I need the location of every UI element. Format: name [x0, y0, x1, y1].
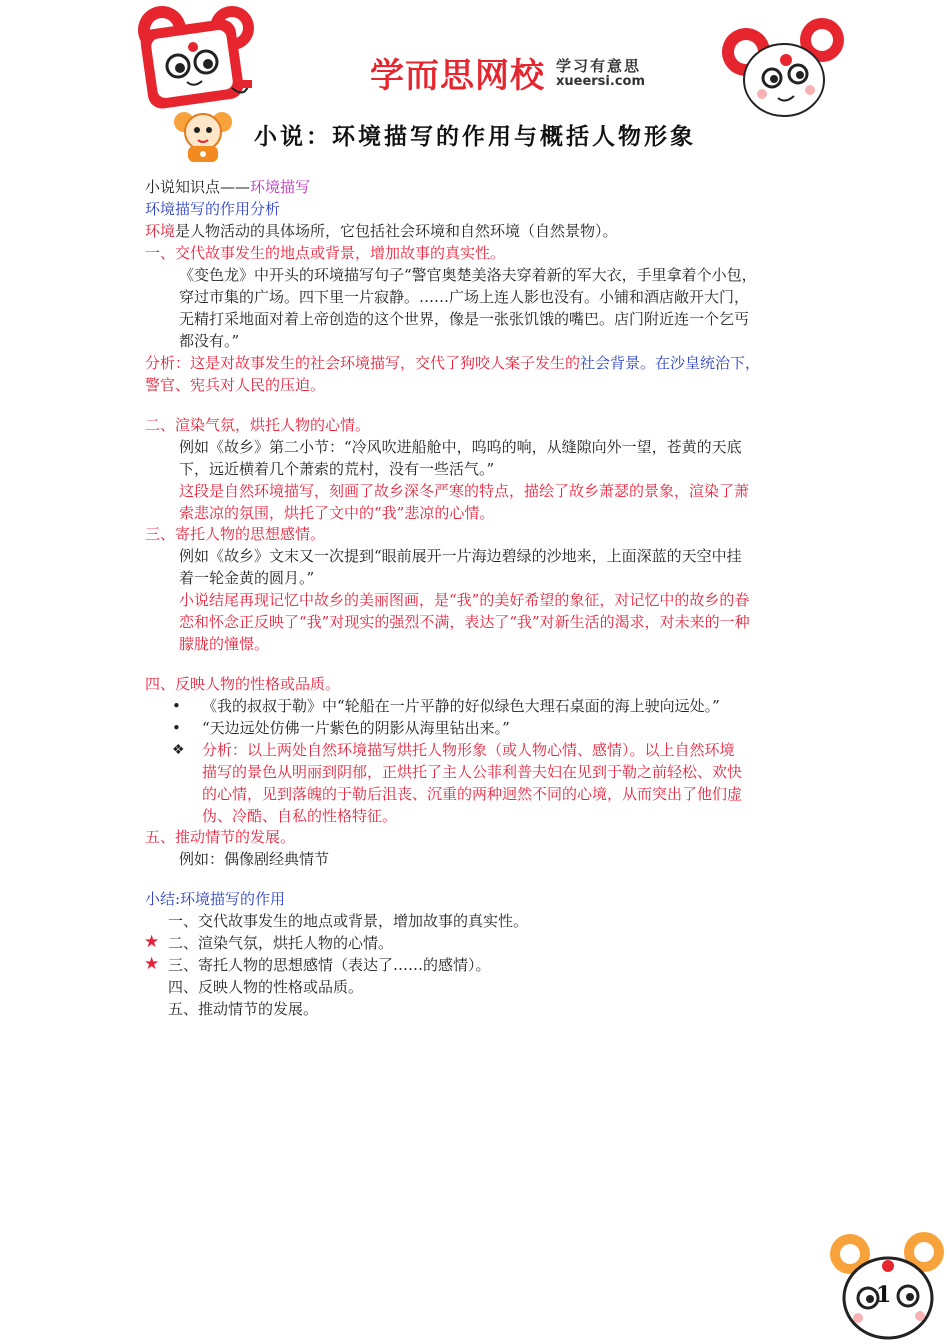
section-2-quote-line: 例如《故乡》第二小节：“冷风吹进船舱中，呜呜的响，从缝隙向外一望，苍黄的天底: [179, 438, 742, 456]
page-number: 1: [876, 1282, 892, 1308]
summary-item: 二、渲染气氛，烘托人物的心情。: [168, 934, 394, 952]
mascot-top-right-icon: [718, 10, 856, 122]
mascot-top-left-icon: [132, 2, 262, 110]
section-1-quote-line: 《变色龙》中开头的环境描写句子“警官奥楚美洛夫穿着新的军大衣，手里拿着个小包，: [179, 266, 757, 284]
section-1-heading: 一、交代故事发生的地点或背景，增加故事的真实性。: [145, 244, 506, 262]
section-4-bullet: 《我的叔叔于勒》中“轮船在一片平静的好似绿色大理石桌面的海上驶向远处。”: [202, 697, 720, 715]
star-icon: ★: [144, 954, 160, 974]
bullet-dot-icon: •: [172, 697, 181, 715]
section-4-analysis-line: 伪、冷酷、自私的性格特征。: [202, 807, 398, 825]
definition-text: 是人物活动的具体场所，它包括社会环境和自然环境（自然景物）。: [175, 222, 618, 240]
section-subtitle: 环境描写的作用分析: [145, 200, 281, 218]
section-3-analysis-line: 恋和怀念正反映了“我”对现实的强烈不满，表达了“我”对新生活的渴求，对未来的一种: [179, 613, 750, 631]
section-5-example: 例如：偶像剧经典情节: [179, 850, 330, 868]
section-3-quote-line: 着一轮金黄的圆月。”: [179, 569, 315, 587]
section-3-analysis-line: 小说结尾再现记忆中故乡的美丽图画，是“我”的美好希望的象征，对记忆中的故乡的眷: [179, 591, 750, 609]
summary-heading: 小结:环境描写的作用: [145, 890, 286, 908]
section-1-analysis: [145, 352, 760, 374]
bullet-dot-icon: •: [172, 719, 181, 737]
section-4-analysis-line: 描写的景色从明丽到阴郁，正烘托了主人公菲利普夫妇在见到于勒之前轻松、欢快: [202, 763, 743, 781]
section-2-analysis-line: 索悲凉的氛围，烘托了文中的“我”悲凉的心情。: [179, 504, 495, 522]
knowledge-prefix: 小说知识点——: [145, 178, 251, 196]
section-4-heading: 四、反映人物的性格或品质。: [145, 675, 341, 693]
knowledge-topic: 环境描写: [250, 178, 311, 196]
section-1-analysis-text: 分析：这是对故事发生的社会环境描写，交代了狗咬人案子发生的: [145, 354, 581, 372]
star-icon: ★: [144, 932, 160, 952]
section-1-quote-line: 都没有。”: [179, 332, 240, 350]
section-4-bullet: “天边远处仿佛一片紫色的阴影从海里钻出来。”: [202, 719, 510, 737]
logo-slogan: 学习有意思: [556, 57, 642, 75]
diamond-bullet-icon: ❖: [172, 742, 185, 758]
section-1-quote-line: 穿过市集的广场。四下里一片寂静。……广场上连人影也没有。小铺和酒店敞开大门，: [179, 288, 750, 306]
summary-item: 三、寄托人物的思想感情（表达了……的感情）。: [168, 956, 491, 974]
section-4-analysis-line: 分析：以上两处自然环境描写烘托人物形象（或人物心情、感情）。以上自然环境: [202, 741, 735, 759]
definition-line: [145, 220, 618, 242]
logo-url: xueersi.com: [556, 74, 646, 89]
section-1-quote-line: 无精打采地面对着上帝创造的这个世界，像是一张张饥饿的嘴巴。店门附近连一个乞丐: [179, 310, 750, 328]
section-3-heading: 三、寄托人物的思想感情。: [145, 525, 326, 543]
summary-item: 一、交代故事发生的地点或背景，增加故事的真实性。: [168, 912, 529, 930]
section-1-analysis-line: 警官、宪兵对人民的压迫。: [145, 376, 326, 394]
section-4-analysis-line: 的心情，见到落魄的于勒后沮丧、沉重的两种迥然不同的心境，从而突出了他们虚: [202, 785, 743, 803]
definition-term: 环境: [145, 222, 176, 240]
logo-main: 学而思网校: [370, 56, 545, 96]
section-1-analysis-tail: 。在沙皇统治下，: [640, 354, 761, 372]
summary-item: 五、推动情节的发展。: [168, 1000, 319, 1018]
section-2-heading: 二、渲染气氛，烘托人物的心情。: [145, 416, 371, 434]
summary-item: 四、反映人物的性格或品质。: [168, 978, 364, 996]
section-5-heading: 五、推动情节的发展。: [145, 828, 296, 846]
section-3-quote-line: 例如《故乡》文末又一次提到“眼前展开一片海边碧绿的沙地来，上面深蓝的天空中挂: [179, 547, 742, 565]
section-3-analysis-line: 朦胧的憧憬。: [179, 635, 270, 653]
section-2-quote-line: 下，远近横着几个萧索的荒村，没有一些活气。”: [179, 460, 495, 478]
section-1-analysis-keyword: 社会背景: [580, 354, 641, 372]
knowledge-heading: [145, 176, 310, 198]
page-title: 小说：环境描写的作用与概括人物形象: [254, 123, 696, 150]
section-2-analysis-line: 这段是自然环境描写，刻画了故乡深冬严寒的特点，描绘了故乡萧瑟的景象，渲染了萧: [179, 482, 750, 500]
